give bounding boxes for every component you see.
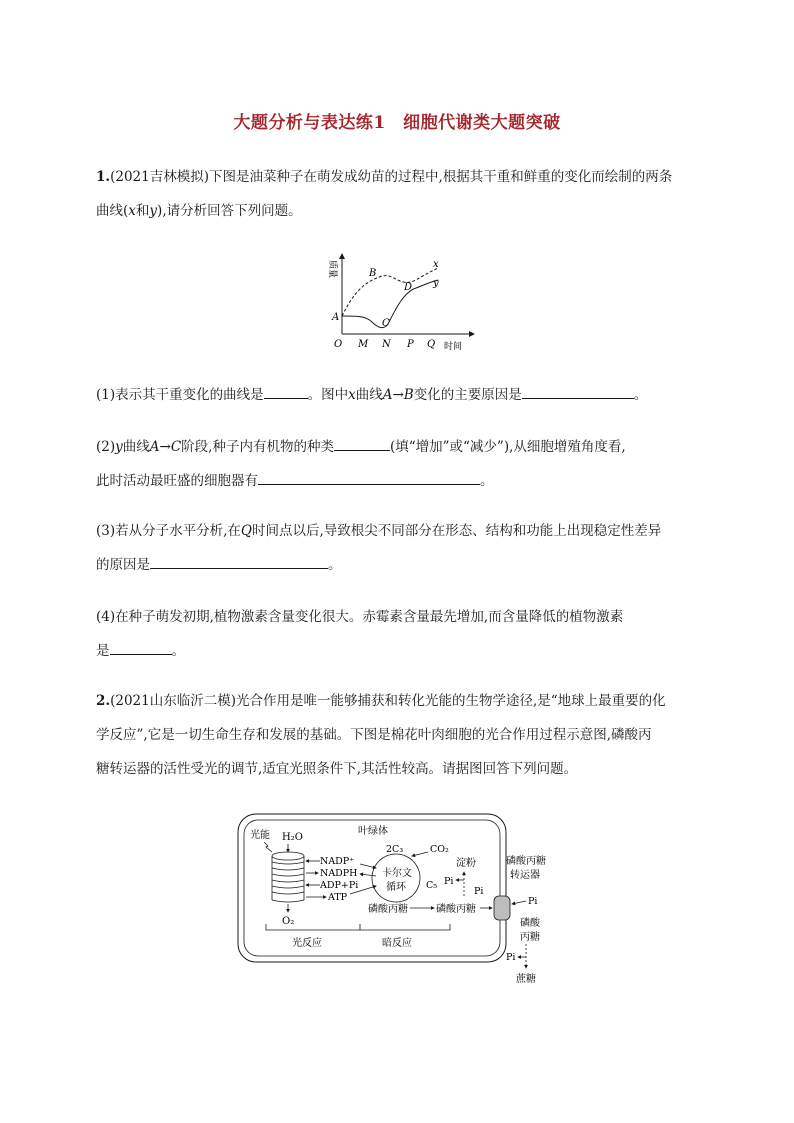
- c5-label: C₅: [426, 880, 438, 891]
- q2-line1: [96, 684, 700, 718]
- q1-sub3-end: 。: [328, 557, 342, 573]
- arrow-co2: [412, 852, 428, 856]
- q1-sub4-blank[interactable]: [110, 640, 172, 655]
- chloroplast-label: 叶绿体: [358, 826, 388, 837]
- xtick-q: Q: [427, 339, 436, 350]
- tp-label-inner-2: 磷酸丙糖: [436, 904, 476, 915]
- x-axis-label: 时间: [444, 342, 463, 352]
- tp-out-label-2: 丙糖: [520, 932, 540, 943]
- q1-sub1-var-x: x: [348, 387, 356, 403]
- curve-x: [342, 268, 438, 316]
- q1-sub3-line1: [96, 514, 700, 548]
- arrow-to-cycle-1: [360, 864, 376, 868]
- q1-stem-line1: [96, 160, 700, 194]
- q1-number: 1.: [96, 169, 111, 185]
- q1-sub4-end: 。: [171, 643, 185, 659]
- origin-label: O: [334, 339, 343, 350]
- q1-and: 和: [135, 203, 150, 219]
- q1-sub2-blank1[interactable]: [334, 436, 390, 451]
- c3-label: 2C₃: [386, 844, 404, 855]
- q1-sub2-ac: A→C: [149, 439, 182, 455]
- q1-sub3-text2: 时间点以后,导致根尖不同部分在形态、结构和功能上出现稳定性差异: [252, 523, 662, 539]
- light-zigzag-icon: [264, 842, 272, 852]
- thylakoid-stack-icon: [272, 852, 304, 902]
- transporter-label-2: 转运器: [510, 870, 540, 881]
- q1-sub2: [96, 430, 700, 498]
- adp-label: ADP+Pi: [320, 880, 359, 891]
- q1-sub1-text4: 变化的主要原因是: [413, 387, 522, 403]
- transporter-icon: [494, 896, 510, 920]
- q1-stem-text2: 曲线(: [96, 203, 129, 219]
- point-d: D: [404, 282, 413, 293]
- q1-sub1-end: 。: [633, 387, 648, 403]
- dark-reaction-label: 暗反应: [382, 938, 412, 949]
- sucrose-label: 蔗糖: [516, 974, 536, 985]
- q1-sub1: [96, 378, 700, 412]
- q1-sub1-ab: A→B: [382, 387, 414, 403]
- q2-number: 2.: [96, 693, 111, 709]
- q1-var-y: y: [149, 203, 158, 219]
- q1-sub2-text2: 阶段,种子内有机物的种类: [181, 439, 334, 455]
- q1-sub3-text: (3)若从分子水平分析,在: [96, 523, 241, 539]
- q2-source: (2021山东临沂二模): [110, 693, 236, 709]
- q1-sub4-text2: 是: [96, 643, 110, 659]
- q1-sub1-text: (1)表示其干重变化的曲线是: [96, 387, 264, 403]
- q1-stem-text: 下图是油菜种子在萌发成幼苗的过程中,根据其干重和鲜重的变化而绘制的两条: [208, 169, 673, 185]
- q1-sub2-text1b: 曲线: [122, 439, 150, 455]
- nadp-label: NADP⁺: [320, 856, 355, 867]
- light-label: 光能: [250, 830, 270, 841]
- q1-sub2-text3: (填“增加”或“减少”),从细胞增殖角度看,: [389, 439, 626, 455]
- y-axis-label: 质量: [327, 260, 337, 279]
- q1-stem: [96, 160, 700, 228]
- point-a: A: [332, 312, 340, 323]
- q1-sub2-blank2[interactable]: [258, 470, 480, 485]
- q1-var-x: x: [128, 203, 136, 219]
- q2-text1: 光合作用是唯一能够捕获和转化光能的生物学途径,是“地球上最重要的化: [235, 693, 666, 709]
- tp-out-label-1: 磷酸: [520, 918, 540, 929]
- q2-stem: [96, 684, 700, 786]
- q1-stem-line2: [96, 194, 700, 228]
- q1-stem-text3: ),请分析回答下列问题。: [157, 203, 302, 219]
- calvin-label-1: 卡尔文: [382, 868, 412, 879]
- point-c: C: [382, 318, 390, 329]
- q1-sub4-line1: (4)在种子萌发初期,植物激素含量变化很大。赤霉素含量最先增加,而含量降低的植物激素: [96, 609, 624, 625]
- xtick-m: M: [358, 339, 369, 350]
- curve-y-label: y: [433, 278, 439, 289]
- starch-label: 淀粉: [456, 858, 476, 869]
- arrow-pi-outer: [512, 901, 526, 904]
- q1-sub2-text4: 此时活动最旺盛的细胞器有: [96, 473, 258, 489]
- point-b: B: [369, 268, 377, 279]
- arrow-from-cycle: [360, 874, 376, 876]
- q1-sub1-blank2[interactable]: [522, 384, 634, 399]
- calvin-label-2: 循环: [386, 882, 406, 893]
- q1-sub3-q: Q: [240, 523, 252, 539]
- q1-sub4-line2: [96, 634, 700, 668]
- q2-line2: 学反应”,它是一切生命生存和发展的基础。下图是棉花叶肉细胞的光合作用过程示意图,磷酸丙: [96, 727, 652, 743]
- pi-label-outer: Pi: [528, 896, 538, 907]
- xtick-n: N: [382, 339, 391, 350]
- page-title: 大题分析与表达练1 细胞代谢类大题突破: [233, 113, 561, 133]
- atp-label: ATP: [328, 892, 348, 903]
- pi-label-mid: Pi: [474, 886, 484, 897]
- xtick-p: P: [407, 339, 414, 350]
- light-reaction-label: 光反应: [292, 938, 322, 949]
- pi-label-inner: Pi: [444, 876, 454, 887]
- o2-label: O₂: [282, 916, 295, 927]
- q1-sub2-var-y: y: [115, 439, 123, 455]
- co2-label: CO₂: [430, 844, 449, 855]
- q1-sub4: [96, 600, 700, 668]
- q1-sub2-text: (2): [96, 439, 116, 455]
- q1-sub1-text2: 。图中: [307, 387, 349, 403]
- q1-sub3-text3: 的原因是: [96, 557, 150, 573]
- q1-sub2-line1: [96, 430, 700, 464]
- q1-chart: [320, 246, 480, 358]
- q1-sub1-blank1[interactable]: [264, 384, 308, 399]
- q1-sub2-end: 。: [480, 473, 494, 489]
- q1-sub3-line2: [96, 548, 700, 582]
- nadph-label: NADPH: [320, 868, 358, 879]
- curve-x-label: x: [433, 259, 439, 270]
- q1-sub3-blank[interactable]: [150, 554, 328, 569]
- h2o-label: H₂O: [282, 832, 303, 843]
- tp-label-inner: 磷酸丙糖: [368, 904, 408, 915]
- curve-y: [342, 280, 438, 328]
- q1-sub1-text3: 曲线: [355, 387, 383, 403]
- q1-source: (2021吉林模拟): [110, 169, 209, 185]
- q1-sub3: [96, 514, 700, 582]
- q2-line3: 糖转运器的活性受光的调节,适宜光照条件下,其活性较高。请据图回答下列问题。: [96, 761, 578, 777]
- q2-diagram: [236, 812, 552, 988]
- transporter-label-1: 磷酸丙糖: [506, 856, 546, 867]
- pi-label-bottom: Pi: [506, 952, 516, 963]
- q1-sub2-line2: [96, 464, 700, 498]
